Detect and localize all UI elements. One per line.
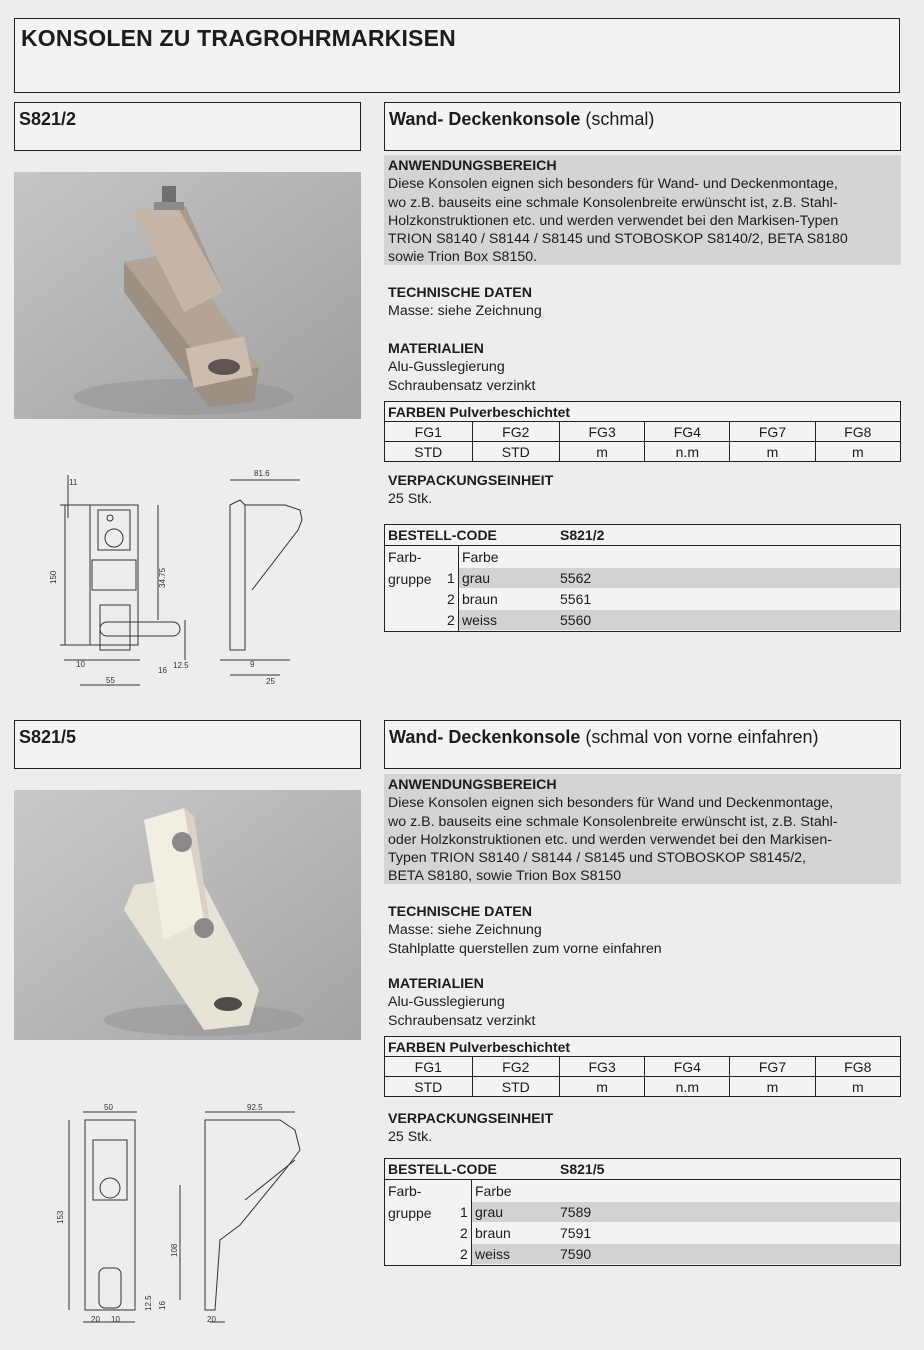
verpackungseinheit [388,1110,553,1147]
product-name-suffix: (schmal von vorne einfahren) [585,727,819,747]
section-heading: TECHNISCHE DATEN [388,904,532,920]
text-line: Alu-Gusslegierung [388,359,505,376]
table-header-cell: FG2 [472,422,560,442]
table-header-cell: FG8 [815,422,900,442]
table-cell: m [730,1077,815,1097]
text-line: oder Holzkonstruktionen etc. und werden verwendet bei den Markisen- [388,831,832,848]
anwendungsbereich [384,155,901,265]
technische-daten [388,903,662,958]
page-title: KONSOLEN ZU TRAGROHRMARKISEN [21,25,456,51]
table-header-cell: FG7 [730,1057,815,1077]
gruppe-cell: 1 [447,570,455,586]
dim-label: 12.5 [173,661,189,670]
dim-label: 50 [104,1103,113,1112]
text-line: Schraubensatz verzinkt [388,1012,536,1029]
product-name-box [384,102,901,151]
dim-label: 10 [111,1315,120,1324]
section-heading: MATERIALIEN [388,976,484,992]
dim-label: 9 [250,660,255,669]
table-header-cell: FG3 [560,422,645,442]
farben-table [384,401,901,462]
table-cell: STD [385,1077,473,1097]
text-line: sowie Trion Box S8150. [388,249,538,266]
verpackungseinheit [388,472,553,509]
product-code: S821/2 [19,109,77,129]
nummer-cell: 5560 [560,612,592,628]
table-header-cell: FG4 [645,1057,730,1077]
dim-label: 10 [76,660,85,669]
table-cell: m [560,1077,645,1097]
product-photo [14,790,361,1040]
dim-label: 92.5 [247,1103,263,1112]
product-name [389,727,819,748]
table-header-cell: FG3 [560,1057,645,1077]
text-line: Typen TRION S8140 / S8144 / S8145 und STOBOSKOP S8145/2, [388,850,807,867]
product-name-box [384,720,901,769]
dim-label: 11 [69,478,78,487]
table-cell: m [730,442,815,462]
bestell-label: BESTELL-CODE [388,527,497,543]
dim-label: 153 [56,1210,65,1224]
farbe-cell: weiss [475,1246,511,1262]
page-title-box [14,18,900,93]
farbe-cell: braun [475,1225,511,1241]
nummer-cell: 7589 [560,1204,592,1220]
farben-heading: FARBEN Pulverbeschichtet [385,402,901,422]
text-line: Diese Konsolen eignen sich besonders für Wand- und Deckenmontage, [388,176,838,193]
farbgruppe-label: Farb- [388,1183,422,1199]
product-name-suffix: (schmal) [585,109,655,129]
table-cell: STD [385,442,473,462]
text-line: wo z.B. bauseits eine schmale Konsolenbreite erwünscht ist, z.B. Stahl- [388,194,838,211]
farbe-label: Farbe [462,549,499,565]
bestell-code: S821/5 [560,1161,605,1177]
product-code-box [14,720,361,769]
bestell-code-table [384,1158,901,1266]
section-heading: VERPACKUNGSEINHEIT [388,1111,554,1127]
nummer-cell: 5562 [560,570,592,586]
dim-label: 81.6 [254,469,270,478]
table-cell: STD [472,1077,560,1097]
table-header-cell: FG1 [385,422,473,442]
dim-label: 16 [158,666,167,675]
text-line: Stahlplatte querstellen zum vorne einfahren [388,940,662,957]
bestell-code-table [384,524,901,632]
farben-table [384,1036,901,1097]
farbe-cell: grau [475,1204,504,1220]
product-photo [14,172,361,419]
text-line: Masse: siehe Zeichnung [388,303,542,320]
materialien [388,340,535,395]
dim-label: 34.75 [158,567,167,588]
dim-label: 150 [49,570,58,584]
dim-label: 12.5 [144,1295,153,1311]
table-cell: n.m [645,1077,730,1097]
product-name-main: Wand- Deckenkonsole [389,727,581,747]
section-heading: MATERIALIEN [388,341,484,357]
table-header-cell: FG2 [472,1057,560,1077]
product-code: S821/5 [19,727,77,747]
text-line: Schraubensatz verzinkt [388,377,536,394]
farben-heading: FARBEN Pulverbeschichtet [385,1037,901,1057]
table-header-cell: FG7 [730,422,815,442]
dim-label: 20 [91,1315,100,1324]
technische-daten [388,284,542,321]
technical-drawing [40,460,350,690]
nummer-cell: 7591 [560,1225,592,1241]
text-line: Masse: siehe Zeichnung [388,922,542,939]
farbe-cell: braun [462,591,498,607]
text-line: BETA S8180, sowie Trion Box S8150 [388,868,622,885]
table-cell: m [815,442,900,462]
table-cell: n.m [645,442,730,462]
table-header-cell: FG4 [645,422,730,442]
text-line: Holzkonstruktionen etc. und werden verwendet bei den Markisen-Typen [388,212,839,229]
bestell-label: BESTELL-CODE [388,1161,497,1177]
dim-label: 55 [106,676,115,685]
table-header-cell: FG1 [385,1057,473,1077]
dim-label: 108 [170,1243,179,1257]
farbe-cell: grau [462,570,491,586]
nummer-cell: 5561 [560,591,592,607]
bestell-code: S821/2 [560,527,605,543]
farbe-cell: weiss [462,612,498,628]
farbgruppe-label: gruppe [388,1205,432,1221]
table-cell: STD [472,442,560,462]
gruppe-cell: 1 [460,1204,468,1220]
product-name-main: Wand- Deckenkonsole [389,109,581,129]
dim-label: 20 [207,1315,216,1324]
text-line: Alu-Gusslegierung [388,994,505,1011]
section-heading: TECHNISCHE DATEN [388,285,532,301]
gruppe-cell: 2 [460,1225,468,1241]
farbgruppe-label: Farb- [388,549,422,565]
product-name [389,109,654,130]
technical-drawing [55,1100,355,1330]
text-line: 25 Stk. [388,491,433,508]
section-heading: VERPACKUNGSEINHEIT [388,473,554,489]
table-header-cell: FG8 [815,1057,900,1077]
text-line: Diese Konsolen eignen sich besonders für Wand und Deckenmontage, [388,795,834,812]
text-line: wo z.B. bauseits eine schmale Konsolenbreite erwünscht ist, z.B. Stahl- [388,813,838,830]
product-code-box [14,102,361,151]
table-cell: m [815,1077,900,1097]
gruppe-cell: 2 [447,591,455,607]
table-cell: m [560,442,645,462]
section-heading: ANWENDUNGSBEREICH [388,158,557,174]
section-heading: ANWENDUNGSBEREICH [388,777,557,793]
anwendungsbereich [384,774,901,884]
farbgruppe-label: gruppe [388,571,432,587]
gruppe-cell: 2 [447,612,455,628]
dim-label: 16 [158,1301,167,1310]
text-line: 25 Stk. [388,1129,433,1146]
text-line: TRION S8140 / S8144 / S8145 und STOBOSKOP S8140/2, BETA S8180 [388,231,848,248]
farbe-label: Farbe [475,1183,512,1199]
gruppe-cell: 2 [460,1246,468,1262]
materialien [388,975,535,1030]
nummer-cell: 7590 [560,1246,592,1262]
dim-label: 25 [266,677,275,686]
